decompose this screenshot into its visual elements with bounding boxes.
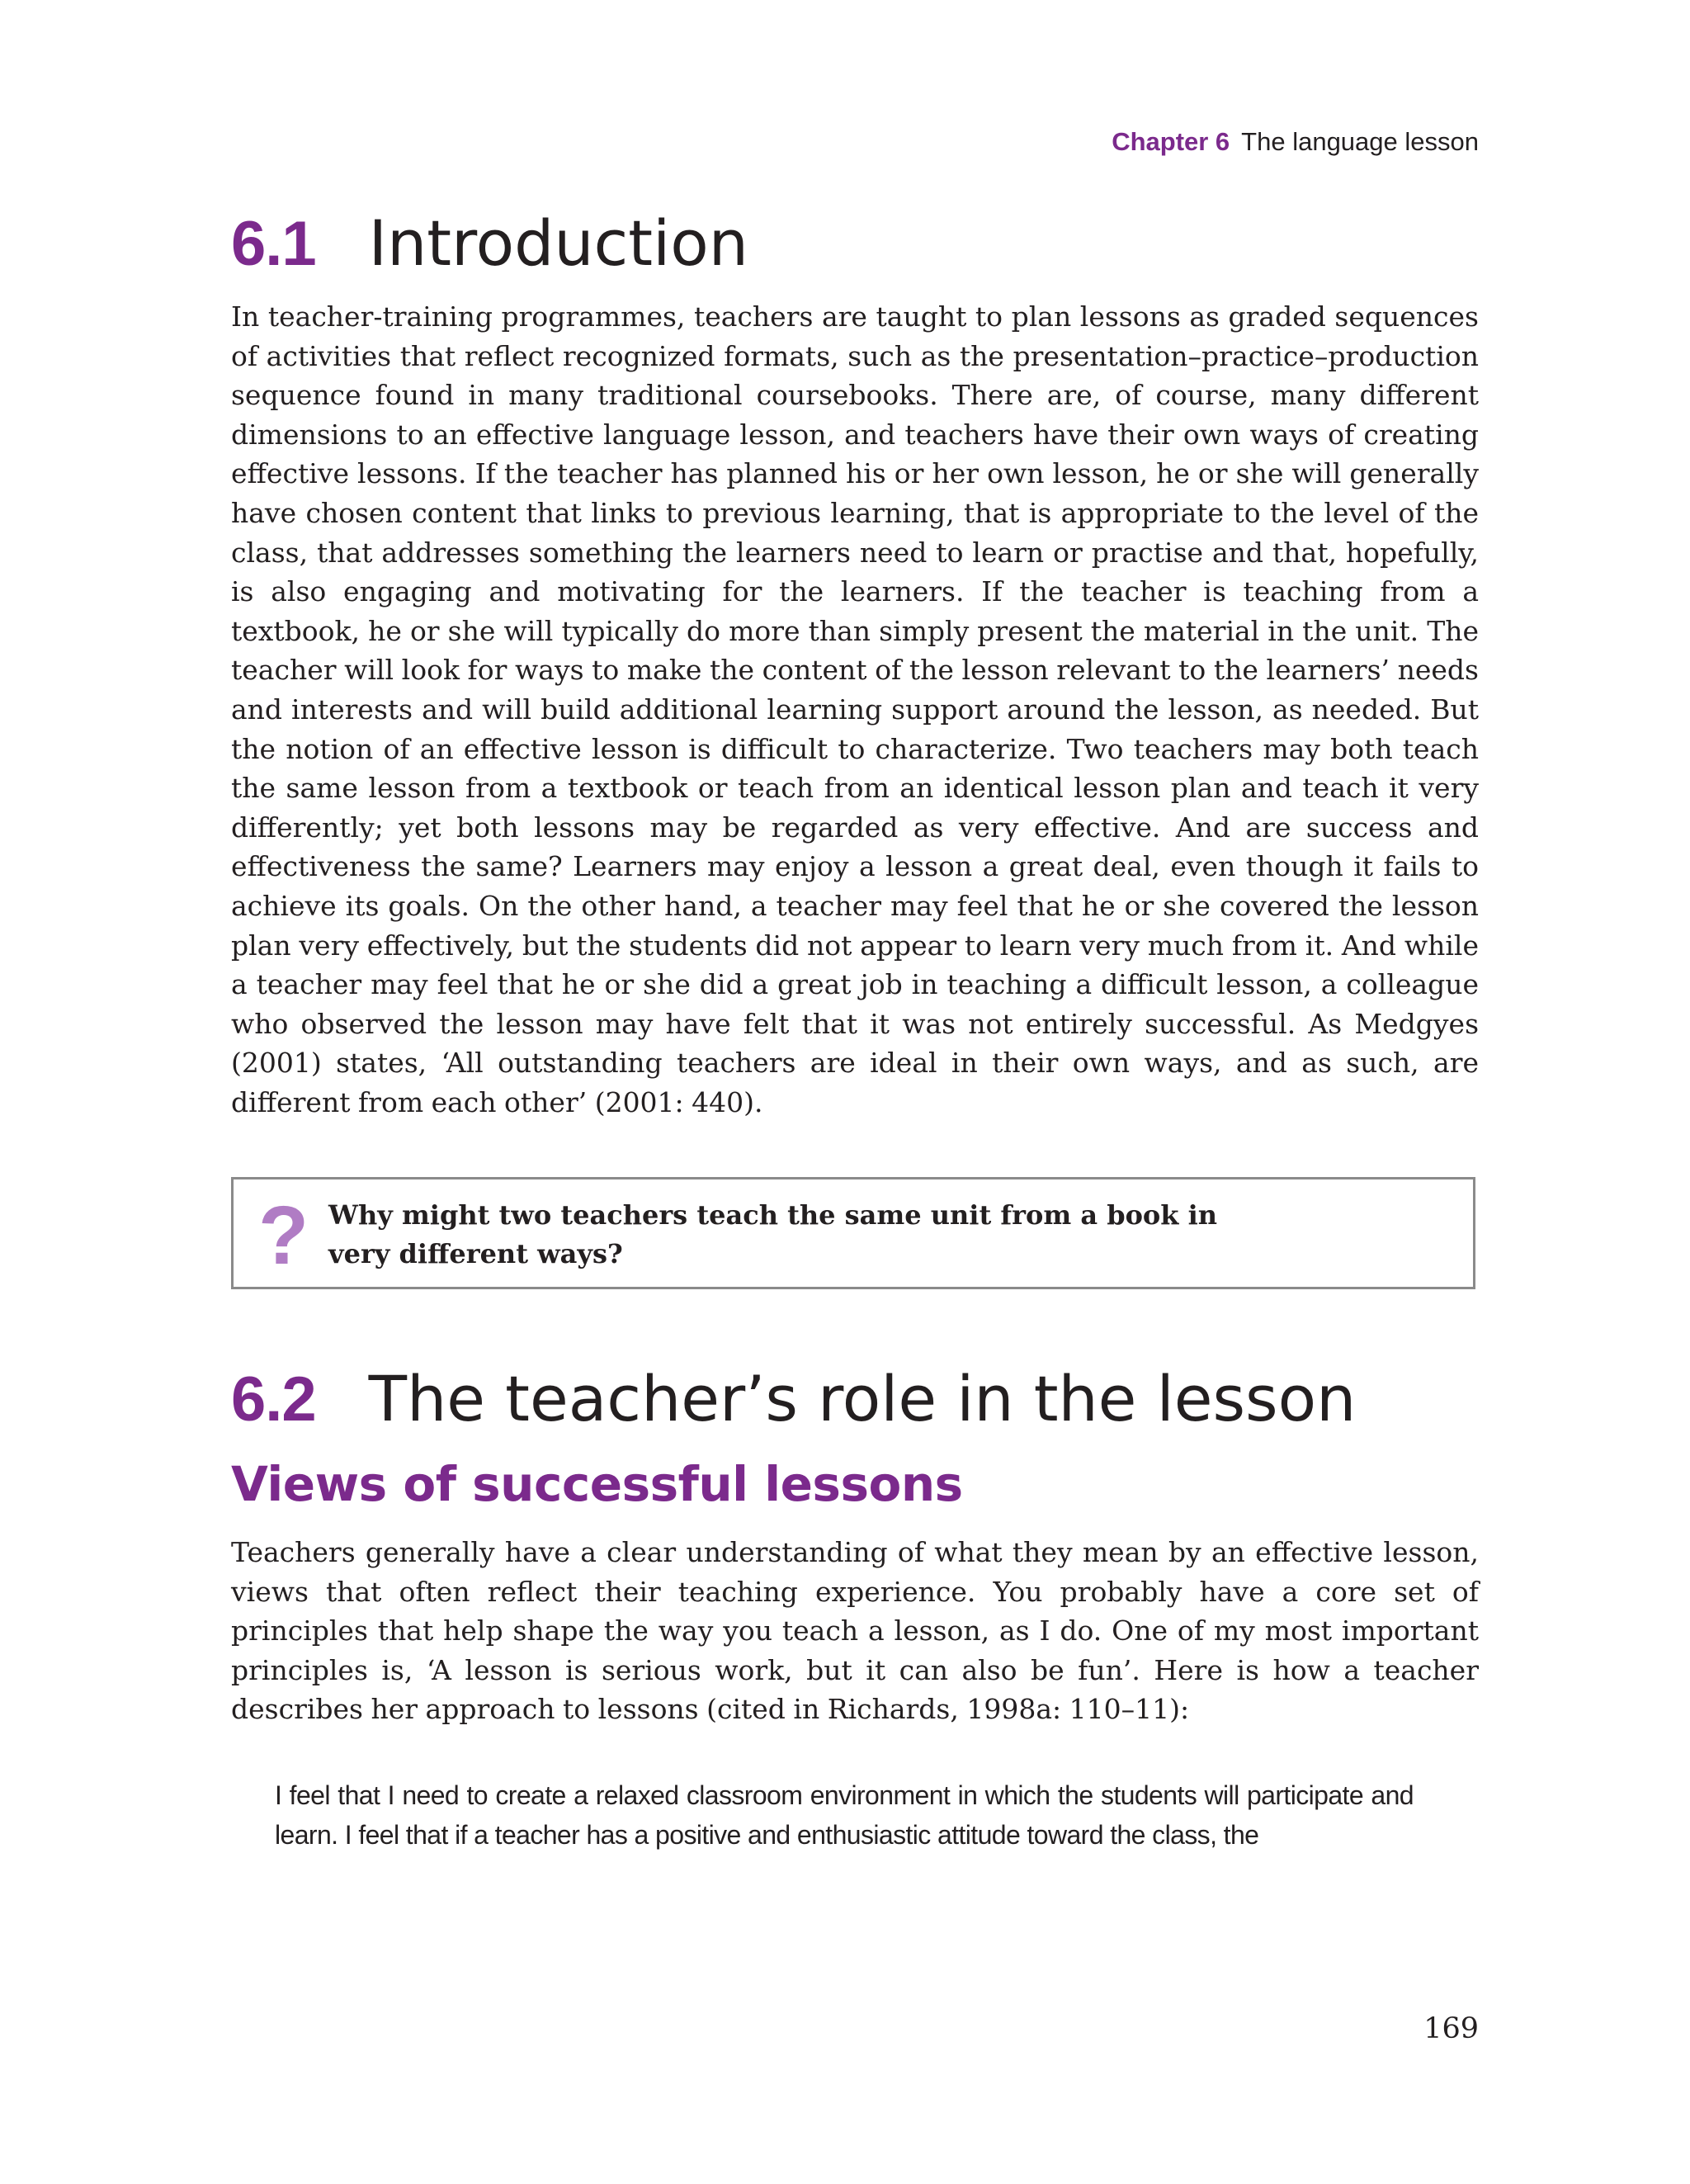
question-text: Why might two teachers teach the same unit from a book in very different ways? [328, 1199, 1217, 1269]
chapter-label: Chapter 6 [1112, 127, 1230, 156]
section-title: The teacher’s role in the lesson [368, 1362, 1357, 1435]
subheading: Views of successful lessons [231, 1456, 963, 1512]
section-heading-6-2 [231, 1362, 1356, 1435]
section-number: 6.1 [231, 209, 316, 279]
views-paragraph: Teachers generally have a clear understanding of what they mean by an effective lesson, views that often reflect their teaching experience. You probably have a core set of principles that help shape the way you teach a lesson, as I do. One of my most important principles is, ‘A lesson is serious work, but it can also be fun’. Here is how a teacher describes her approach to lessons (cited in Richards, 1998a: 110–11): [231, 1536, 1479, 1726]
question-box [231, 1177, 1475, 1289]
intro-paragraph: In teacher-training programmes, teachers are taught to plan lessons as graded sequences of activities that reflect recognized formats, such as the presentation–practice–production sequence found in many traditional coursebooks. There are, of course, many different dimensions to an effective language lesson, and teachers have their own ways of creating effective lessons. If the teacher has planned his or her own lesson, he or she will generally have chosen content that links to previous learning, that is appropriate to the level of the class, that addresses something the learners need to learn or practise and that, hopefully, is also engaging and motivating for the learners. If the teacher is teaching from a textbook, he or she will typically do more than simply present the material in the unit. The teacher will look for ways to make the content of the lesson relevant to the learners’ needs and interests and will build additional learning support around the lesson, as needed. But the notion of an effective lesson is difficult to characterize. Two teachers may both teach the same lesson from a textbook or teach from an identical lesson plan and teach it very differently; yet both lessons may be regarded as very effective. And are success and effectiveness the same? Learners may enjoy a lesson a great deal, even though it fails to achieve its goals. On the other hand, a teacher may feel that he or she covered the lesson plan very effectively, but the students did not appear to learn very much from it. And while a teacher may feel that he or she did a great job in teaching a difficult lesson, a colleague who observed the lesson may have felt that it was not entirely successful. As Medgyes (2001) states, ‘All outstanding teachers are ideal in their own ways, and as such, are different from each other’ (2001: 440). [231, 300, 1479, 1118]
page-number: 169 [1423, 2012, 1479, 2045]
section-heading-6-1 [231, 206, 748, 280]
block-quote: I feel that I need to create a relaxed classroom environment in which the students will participate and learn. I feel that if a teacher has a positive and enthusiastic attitude toward the class, the [275, 1780, 1414, 1850]
chapter-title: The language lesson [1241, 127, 1479, 156]
running-head [1112, 125, 1479, 158]
question-mark-icon: ? [258, 1189, 309, 1282]
section-title: Introduction [368, 206, 748, 280]
section-number: 6.2 [231, 1364, 316, 1435]
